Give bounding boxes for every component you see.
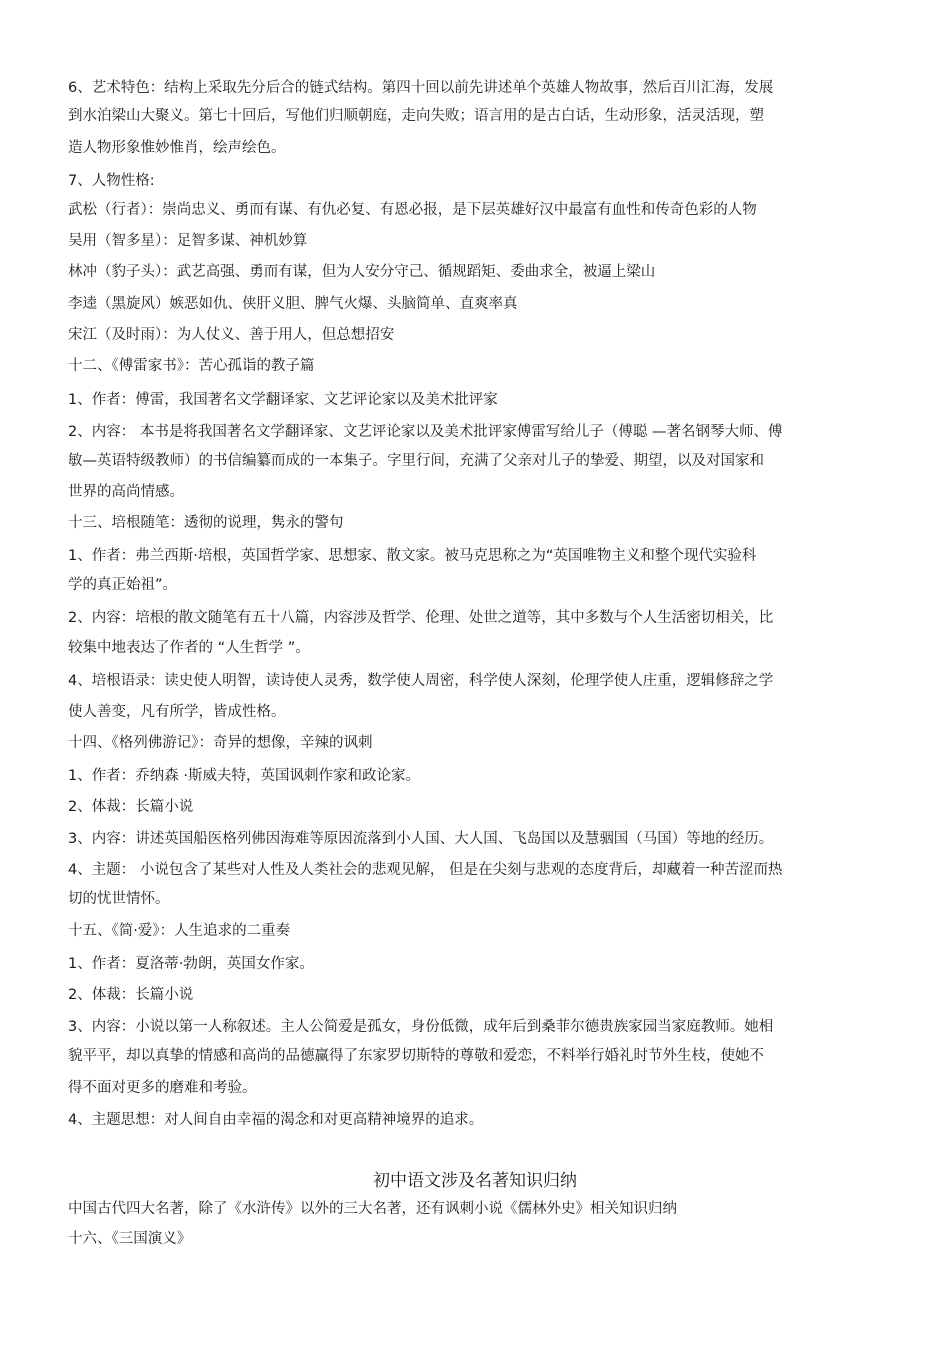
text-line: 4、培根语录：读史使人明智，读诗使人灵秀，数学使人周密，科学使人深刻，伦理学使人庄重，逻辑修辞之学 (68, 673, 774, 689)
text-line: 造人物形象惟妙惟肖，绘声绘色。 (68, 140, 286, 156)
text-line: 4、主题思想：对人间自由幸福的渴念和对更高精神境界的追求。 (68, 1112, 484, 1128)
text-line: 4、主题： 小说包含了某些对人性及人类社会的悲观见解， 但是在尖刻与悲观的态度背后，却藏着一种苦涩而热 (68, 862, 783, 878)
text-line: 林冲（豹子头）：武艺高强、勇而有谋，但为人安分守己、循规蹈矩、委曲求全，被逼上梁山 (68, 264, 656, 280)
text-line: 使人善变，凡有所学，皆成性格。 (68, 704, 286, 720)
section-heading: 十五、《简·爱》：人生追求的二重奏 (68, 923, 291, 939)
text-line: 2、体裁：长篇小说 (68, 799, 194, 815)
text-line: 1、作者：弗兰西斯·培根，英国哲学家、思想家、散文家。被马克思称之为“英国唯物主义和整个现代实验科 (68, 548, 757, 564)
text-line: 2、体裁：长篇小说 (68, 987, 194, 1003)
text-line: 2、内容：培根的散文随笔有五十八篇，内容涉及哲学、伦理、处世之道等，其中多数与个人生活密切相关，比 (68, 610, 774, 626)
text-line: 貌平平，却以真挚的情感和高尚的品德赢得了东家罗切斯特的尊敬和爱恋，不料举行婚礼时节外生枝，使她不 (68, 1048, 764, 1064)
text-line: 1、作者：傅雷，我国著名文学翻译家、文艺评论家以及美术批评家 (68, 392, 498, 408)
text-line: 3、内容：讲述英国船医格列佛因海难等原因流落到小人国、大人国、飞岛国以及慧骃国（马国）等地的经历。 (68, 831, 774, 847)
text-line: 李逵（黑旋风）嫉恶如仇、侠肝义胆、脾气火爆、头脑简单、直爽率真 (68, 296, 518, 312)
text-line: 武松（行者）：崇尚忠义、勇而有谋、有仇必复、有恩必报，是下层英雄好汉中最富有血性和传奇色彩的人物 (68, 202, 757, 218)
text-line: 到水泊梁山大聚义。第七十回后，写他们归顺朝庭，走向失败；语言用的是古白话，生动形象，活灵活现，塑 (68, 108, 764, 124)
text-line: 6、艺术特色：结构上采取先分后合的链式结构。第四十回以前先讲述单个英雄人物故事，然后百川汇海，发展 (68, 80, 774, 96)
text-line: 中国古代四大名著，除了《水浒传》以外的三大名著，还有讽刺小说《儒林外史》相关知识归纳 (68, 1201, 677, 1217)
text-line: 敏—英语特级教师）的书信编纂而成的一本集子。字里行间，充满了父亲对儿子的挚爱、期望，以及对国家和 (68, 453, 764, 469)
text-line: 较集中地表达了作者的 “人生哲学 ”。 (68, 640, 310, 656)
text-line: 7、人物性格: (68, 173, 155, 189)
text-line: 学的真正始祖”。 (68, 577, 178, 593)
text-line: 吴用（智多星）：足智多谋、神机妙算 (68, 233, 308, 249)
text-line: 3、内容：小说以第一人称叙述。主人公简爱是孤女，身份低微，成年后到桑菲尔德贵族家园当家庭教师。她相 (68, 1019, 774, 1035)
text-line: 得不面对更多的磨难和考验。 (68, 1080, 257, 1096)
text-line: 1、作者：乔纳森 ·斯威夫特，英国讽刺作家和政论家。 (68, 768, 420, 784)
text-line: 1、作者：夏洛蒂·勃朗，英国女作家。 (68, 956, 314, 972)
section-heading: 十六、《三国演义》 (68, 1231, 192, 1247)
text-line: 切的忧世情怀。 (68, 891, 170, 907)
text-line: 宋江（及时雨）：为人仗义、善于用人，但总想招安 (68, 327, 395, 343)
section-heading: 十二、《傅雷家书》：苦心孤诣的教子篇 (68, 358, 315, 374)
section-heading: 十四、《格列佛游记》：奇异的想像，辛辣的讽刺 (68, 735, 373, 751)
page-title: 初中语文涉及名著知识归纳 (373, 1171, 577, 1191)
text-line: 世界的高尚情感。 (68, 484, 184, 500)
text-line: 2、内容： 本书是将我国著名文学翻译家、文艺评论家以及美术批评家傅雷写给儿子（傅聪 —著名钢琴大师、傅 (68, 424, 783, 440)
section-heading: 十三、培根随笔：透彻的说理，隽永的警句 (68, 515, 344, 531)
